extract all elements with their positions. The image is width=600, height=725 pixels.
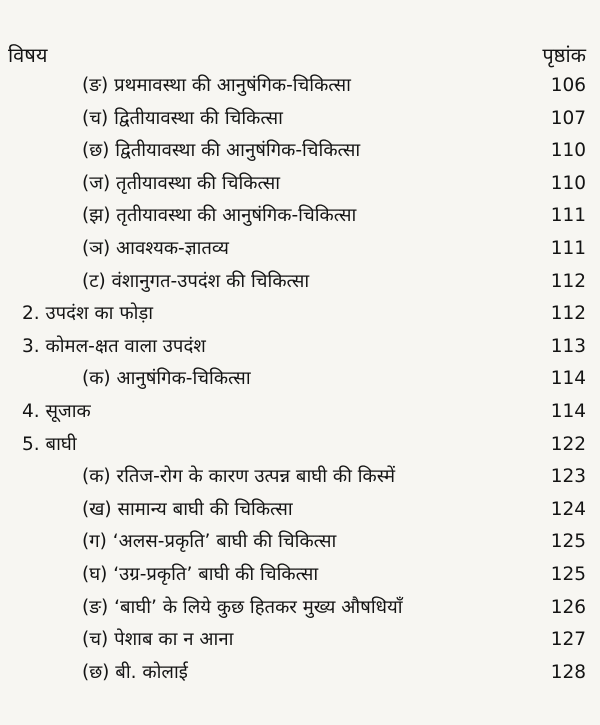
page-column-heading: पृष्ठांक — [542, 43, 586, 67]
entry-page-number: 112 — [550, 303, 586, 325]
entry-title: (ग) ‘अलस-प्रकृति’ बाघी की चिकित्सा — [82, 531, 337, 553]
entry-title: (ङ) प्रथमावस्था की आनुषंगिक-चिकित्सा — [82, 75, 351, 96]
entry-page-number: 123 — [550, 466, 586, 488]
toc-entry — [0, 429, 600, 462]
entry-title: (च) पेशाब का न आना — [82, 629, 234, 651]
entry-title: 4. सूजाक — [22, 400, 91, 422]
entry-title: (ख) सामान्य बाघी की चिकित्सा — [82, 498, 293, 520]
entry-title: 2. उपदंश का फोड़ा — [22, 303, 154, 325]
entry-page-number: 112 — [550, 270, 586, 292]
entry-title: 5. बाघी — [22, 433, 77, 455]
toc-entry — [0, 103, 600, 136]
toc-entry — [0, 526, 600, 559]
entry-page-number: 106 — [550, 75, 586, 96]
entry-title: (क) आनुषंगिक-चिकित्सा — [82, 368, 251, 390]
entry-page-number: 111 — [550, 237, 586, 259]
toc-header — [8, 40, 586, 70]
entry-page-number: 110 — [550, 140, 586, 162]
entry-title: (च) द्वितीयावस्था की चिकित्सा — [82, 107, 283, 129]
toc-entry — [0, 396, 600, 429]
entry-page-number: 113 — [550, 335, 586, 357]
entry-title: (ट) वंशानुगत-उपदंश की चिकित्सा — [82, 270, 310, 292]
toc-entry — [0, 363, 600, 396]
entry-page-number: 114 — [550, 400, 586, 422]
entry-page-number: 128 — [550, 661, 586, 683]
entry-page-number: 107 — [550, 107, 586, 129]
entry-page-number: 114 — [550, 368, 586, 390]
entry-page-number: 125 — [550, 531, 586, 553]
toc-entry — [0, 592, 600, 625]
toc-entry — [0, 298, 600, 331]
toc-entry-list — [0, 70, 600, 689]
toc-entry — [0, 135, 600, 168]
toc-entry — [0, 624, 600, 657]
toc-entry — [0, 233, 600, 266]
entry-page-number: 122 — [550, 433, 586, 455]
entry-title: (घ) ‘उग्र-प्रकृति’ बाघी की चिकित्सा — [82, 563, 319, 585]
toc-entry — [0, 559, 600, 592]
toc-entry — [0, 461, 600, 494]
toc-entry — [0, 200, 600, 233]
entry-page-number: 124 — [550, 498, 586, 520]
entry-title: (क) रतिज-रोग के कारण उत्पन्न बाघी की किस्में — [82, 466, 396, 488]
entry-page-number: 125 — [550, 563, 586, 585]
toc-entry — [0, 168, 600, 201]
toc-entry — [0, 331, 600, 364]
entry-title: (छ) द्वितीयावस्था की आनुषंगिक-चिकित्सा — [82, 140, 361, 162]
entry-title: 3. कोमल-क्षत वाला उपदंश — [22, 335, 206, 357]
subject-column-heading: विषय — [8, 43, 48, 67]
entry-title: (ञ) आवश्यक-ज्ञातव्य — [82, 237, 229, 259]
entry-page-number: 111 — [550, 205, 586, 227]
entry-page-number: 127 — [550, 629, 586, 651]
toc-entry — [0, 266, 600, 299]
toc-entry — [0, 70, 600, 103]
entry-title: (झ) तृतीयावस्था की आनुषंगिक-चिकित्सा — [82, 205, 357, 227]
entry-page-number: 126 — [550, 596, 586, 618]
entry-title: (छ) बी. कोलाई — [82, 661, 188, 683]
entry-page-number: 110 — [550, 172, 586, 194]
toc-entry — [0, 494, 600, 527]
toc-entry — [0, 657, 600, 690]
entry-title: (ज) तृतीयावस्था की चिकित्सा — [82, 172, 281, 194]
entry-title: (ङ) ‘बाघी’ के लिये कुछ हितकर मुख्य औषधियाँ — [82, 596, 403, 618]
